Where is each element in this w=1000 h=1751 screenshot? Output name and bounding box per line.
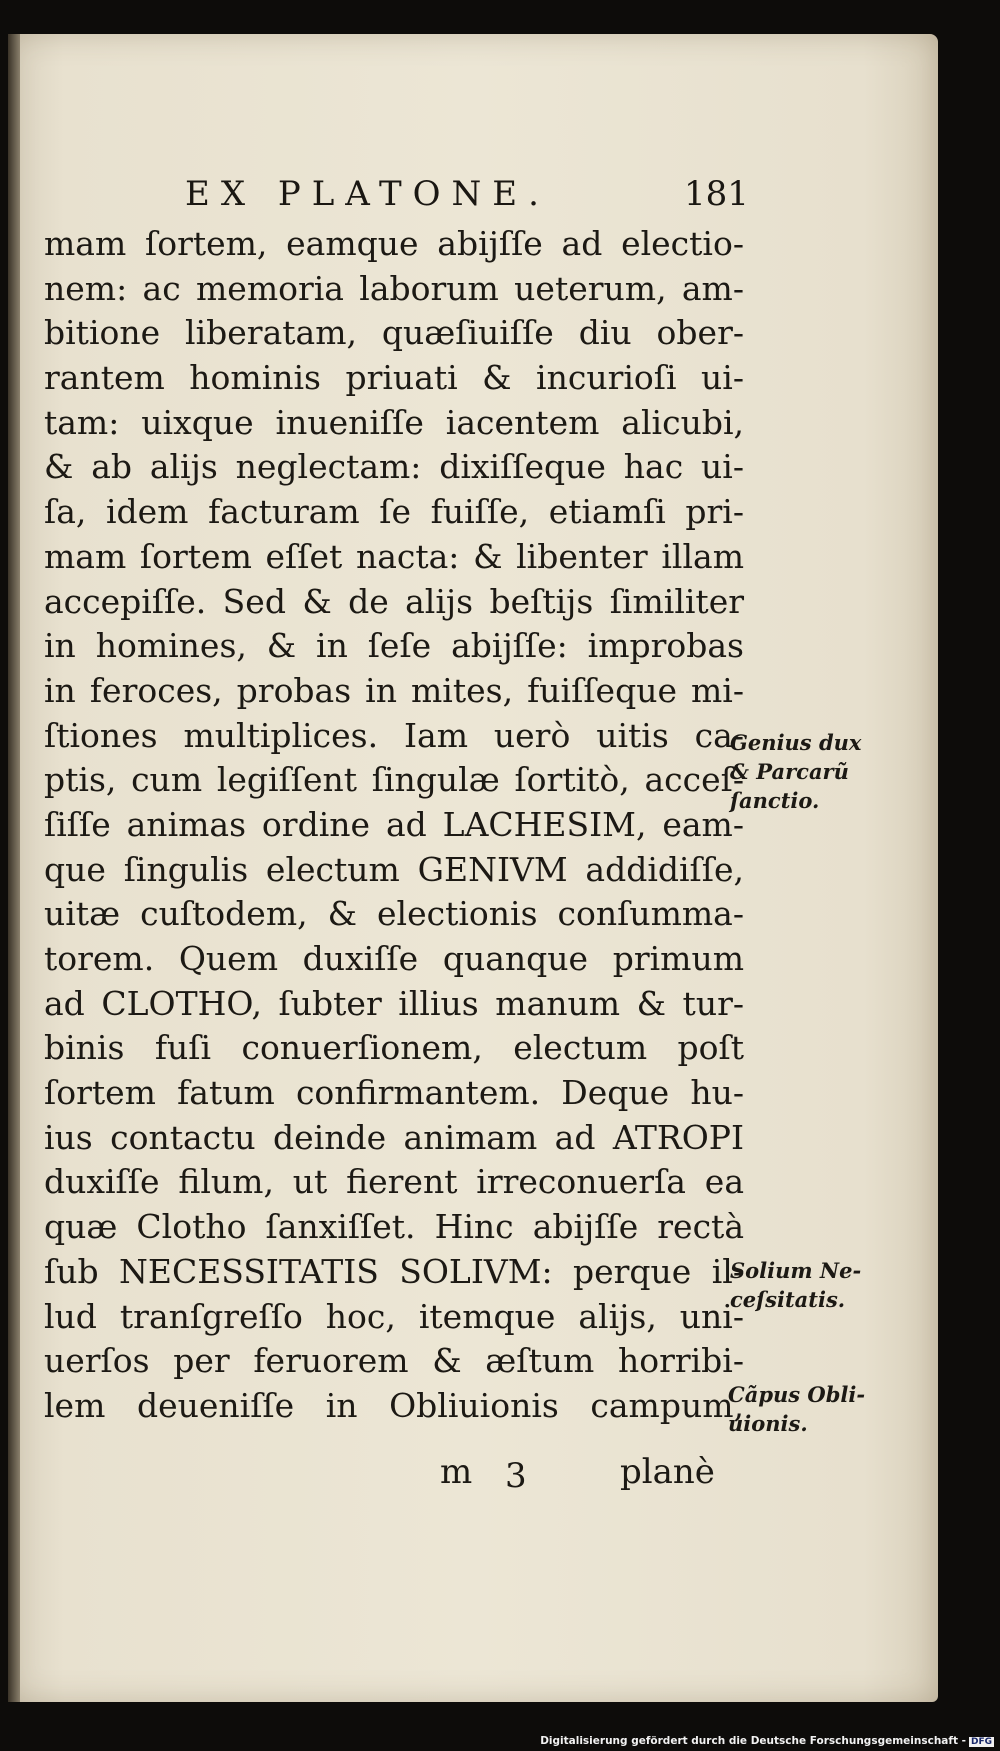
marginal-note-line: ceſsitatis.: [730, 1287, 846, 1312]
text-line: mam ſortem eſſet nacta: & libenter illam: [44, 536, 744, 576]
text-line: torem. Quem duxiſſe quanque primum: [44, 939, 744, 978]
text-line: ſa, idem facturam ſe fuiſſe, etiamſi pri-: [44, 492, 744, 532]
text-line: lud tranſgreſſo hoc, itemque alijs, uni-: [44, 1296, 744, 1336]
text-line: binis fuſi conuerſionem, electum poſt: [44, 1028, 744, 1068]
signature-mark: m: [440, 1452, 473, 1492]
digitization-credit: [540, 1735, 994, 1747]
text-line: mam ſortem, eamque abijſſe ad electio-: [44, 224, 744, 263]
marginal-note-line: uionis.: [728, 1411, 808, 1436]
text-line: ſtiones multiplices. Iam uerò uitis ca-: [44, 715, 744, 755]
text-line: rantem hominis priuati & incurioſi ui-: [44, 358, 744, 398]
main-text-block: [44, 222, 744, 1429]
text-line: nem: ac memoria laborum ueterum, am-: [44, 268, 744, 308]
text-line: bitione liberatam, quæſiuiſſe diu ober-: [44, 313, 744, 353]
marginal-note-line: ſanctio.: [730, 788, 820, 813]
dfg-logo: DFG: [970, 1737, 992, 1747]
text-line: ad CLOTHO, ſubter illius manum & tur-: [44, 983, 744, 1023]
page-header: [0, 172, 1000, 220]
credit-text: Digitalisierung gefördert durch die Deutsche Forschungsgemeinschaft -: [540, 1735, 966, 1747]
page-number: 181: [684, 174, 749, 214]
text-line: ſiſſe animas ordine ad LACHESIM, eam-: [44, 804, 744, 844]
marginal-note-solium: [730, 1256, 861, 1314]
catchword: planè: [620, 1452, 715, 1492]
marginal-note-line: & Parcarũ: [730, 759, 849, 784]
marginal-note-line: Genius dux: [730, 730, 862, 755]
text-line: uerſos per feruorem & æſtum horribi-: [44, 1341, 744, 1381]
text-line: ptis, cum legiſſent ſingulæ ſortitò, acceſ-: [44, 760, 744, 800]
text-line: duxiſſe filum, ut fierent irreconuerſa ea: [44, 1162, 744, 1202]
text-line: ius contactu deinde animam ad ATROPI: [44, 1117, 744, 1157]
signature-number: 3: [505, 1456, 527, 1496]
text-line: ſortem fatum confirmantem. Deque hu-: [44, 1073, 744, 1113]
marginal-note-line: Solium Ne-: [730, 1258, 862, 1283]
text-line: tam: uixque inueniſſe iacentem alicubi,: [44, 402, 744, 442]
text-line: uitæ cuſtodem, & electionis conſumma-: [44, 894, 744, 934]
marginal-note-line: Cãpus Obli-: [728, 1382, 866, 1407]
marginal-note-genius: [730, 728, 861, 815]
page-footer: [0, 1452, 1000, 1498]
running-title: EX PLATONE.: [185, 174, 550, 214]
text-line: quæ Clotho ſanxiſſet. Hinc abijſſe rectà: [44, 1207, 744, 1247]
text-line: & ab alijs neglectam: dixiſſeque hac ui-: [44, 447, 744, 487]
marginal-note-campus: [728, 1380, 865, 1438]
text-line: in homines, & in ſeſe abijſſe: improbas: [44, 626, 744, 666]
text-line: que ſingulis electum GENIVM addidiſſe,: [44, 849, 744, 889]
text-line: accepiſſe. Sed & de alijs beſtijs ſimiliter: [44, 581, 744, 621]
text-line: lem deueniſſe in Obliuionis campum,: [44, 1385, 744, 1425]
text-line: ſub NECESSITATIS SOLIVM: perque il-: [44, 1251, 744, 1291]
text-line: in feroces, probas in mites, fuiſſeque mi-: [44, 670, 744, 710]
